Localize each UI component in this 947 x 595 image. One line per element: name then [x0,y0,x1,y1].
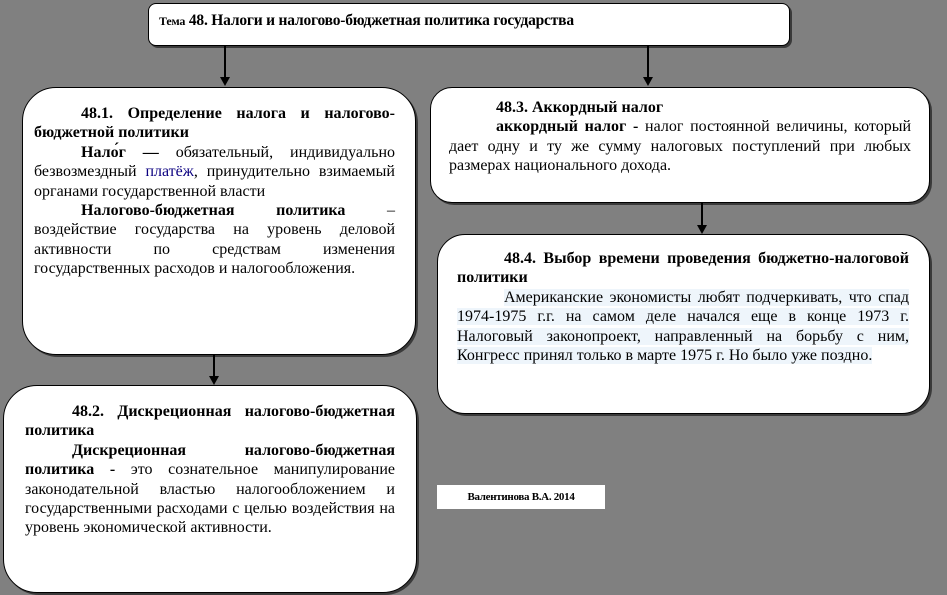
arrowhead-icon [643,77,653,86]
node-48-3-lump-sum-tax [430,87,930,203]
def-nalog-part1: обязательный, индивидуально безвозмездный [34,143,396,181]
arrowhead-icon [220,77,230,86]
link-platezh[interactable]: платёж [145,163,194,181]
def-lump-sum-tax: налог постоянной величины, который дает одну и ту же сумму налоговых поступлений при любых размерах национального дохода. [449,118,911,175]
term-discretionary-policy: Дискреционная налогово-бюджетная политика - [25,441,395,479]
arrowhead-icon [209,376,219,385]
node-48-1-definition [22,87,416,355]
def-nalog-part2: , принудительно взимаемый органами государственной власти [34,163,395,200]
author-credit: Валентинова В.А. 2014 [437,485,605,509]
connector-48-1-to-48-2 [213,355,215,377]
node-48-2-heading: 48.2. Дискреционная налогово-бюджетная политика [25,403,395,440]
node-48-4-body: Американские экономисты любят подчеркивать, что спад 1974-1975 г.г. на самом деле начался еще в конце 1973 г. Налоговый законопроект, направленный на борьбу с ним, Конгресс принял только в марте 1975 г. Но было уже поздно. [457,288,909,365]
node-48-2-discretionary [3,385,417,593]
term-fiscal-policy: Налогово-бюджетная политика [81,202,346,220]
topic-title-box [148,3,790,46]
connector-title-to-48-3 [647,46,649,78]
arrowhead-icon [697,225,707,234]
node-48-4-timing [437,234,930,414]
term-nalog: Нало́г — [81,143,176,161]
node-48-4-heading: 48.4. Выбор времени проведения бюджетно-налоговой политики [457,250,909,287]
node-48-1-heading: 48.1. Определение налога и налогово-бюджетной политики [34,105,395,142]
topic-prefix: Тема [159,14,186,28]
topic-title: 48. Налоги и налогово-бюджетная политика государства [188,12,574,29]
node-48-3-heading: 48.3. Аккордный налог [496,99,664,116]
term-lump-sum-tax: аккордный налог - [496,118,639,136]
connector-title-to-48-1 [224,46,226,78]
def-fiscal-policy: – воздействие государства на уровень деловой активности по средствам изменения государственных расходов и налогообложения. [34,202,395,278]
connector-48-3-to-48-4 [701,203,703,226]
def-discretionary-policy: это сознательное манипулирование законодательной властью налогообложением и государственными расходами с целью воздействия на уровень экономической активности. [25,461,395,537]
